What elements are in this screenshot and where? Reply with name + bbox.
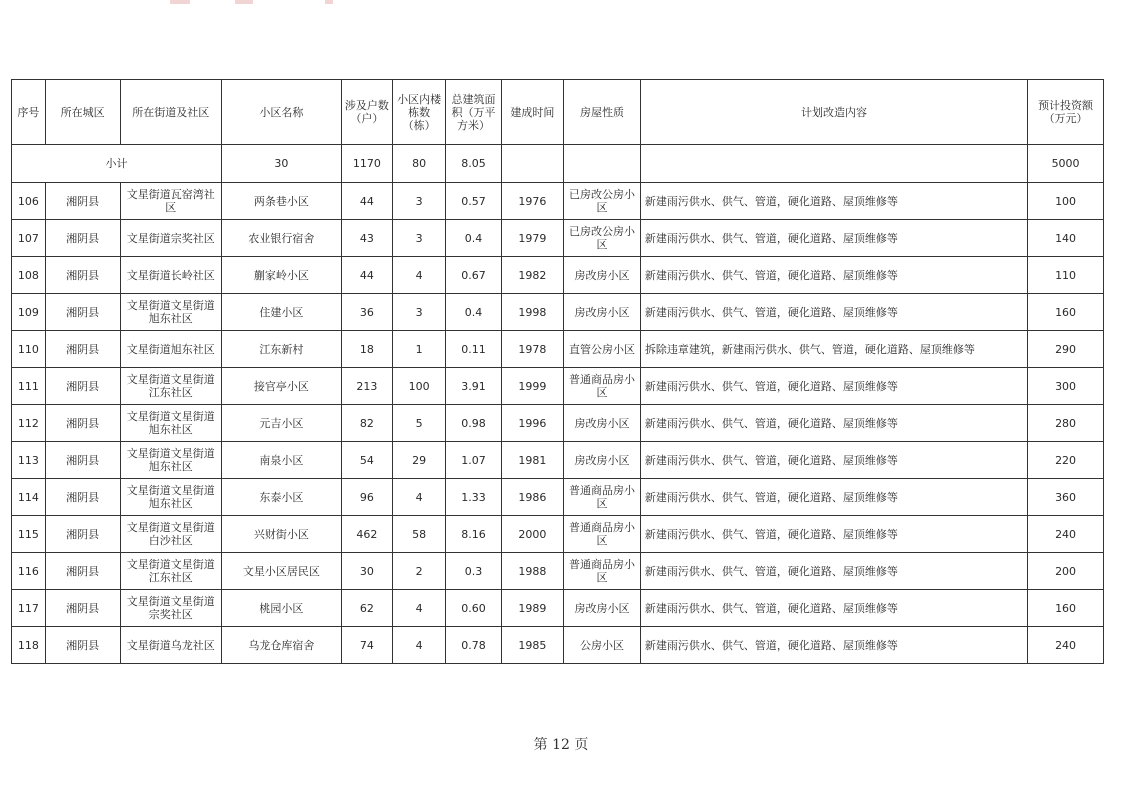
header-households: 涉及户数（户） <box>341 80 392 145</box>
cell-nature: 房改房小区 <box>564 294 641 331</box>
cell-community-name: 两条巷小区 <box>221 183 341 220</box>
table-row <box>12 479 1104 516</box>
cell-investment: 240 <box>1028 627 1104 664</box>
cell-seq: 114 <box>12 479 46 516</box>
cell-buildings: 4 <box>393 479 446 516</box>
cell-seq: 118 <box>12 627 46 664</box>
cell-buildings: 3 <box>393 294 446 331</box>
cell-street: 文星街道文星街道宗奖社区 <box>120 590 221 627</box>
cell-street: 文星街道文星街道旭东社区 <box>120 442 221 479</box>
cell-county: 湘阴县 <box>45 405 120 442</box>
cell-community-name: 蒯家岭小区 <box>221 257 341 294</box>
cell-content: 新建雨污供水、供气、管道，硬化道路、屋顶维修等 <box>640 627 1027 664</box>
cell-buildings: 2 <box>393 553 446 590</box>
cell-seq: 115 <box>12 516 46 553</box>
cell-street: 文星街道长岭社区 <box>120 257 221 294</box>
cell-year: 1988 <box>501 553 563 590</box>
subtotal-label: 小计 <box>12 145 222 183</box>
cell-county: 湘阴县 <box>45 590 120 627</box>
table-row <box>12 331 1104 368</box>
cell-year: 1976 <box>501 183 563 220</box>
cell-content: 新建雨污供水、供气、管道，硬化道路、屋顶维修等 <box>640 553 1027 590</box>
scan-artifact <box>170 0 190 4</box>
cell-area: 1.07 <box>446 442 501 479</box>
cell-households: 462 <box>341 516 392 553</box>
cell-nature: 普通商品房小区 <box>564 368 641 405</box>
table-row <box>12 442 1104 479</box>
table-row <box>12 257 1104 294</box>
cell-households: 213 <box>341 368 392 405</box>
cell-households: 74 <box>341 627 392 664</box>
scan-artifact <box>325 0 333 4</box>
header-nature: 房屋性质 <box>564 80 641 145</box>
header-year: 建成时间 <box>501 80 563 145</box>
cell-seq: 112 <box>12 405 46 442</box>
cell-investment: 100 <box>1028 183 1104 220</box>
subtotal-content <box>640 145 1027 183</box>
cell-county: 湘阴县 <box>45 220 120 257</box>
cell-community-name: 住建小区 <box>221 294 341 331</box>
cell-households: 62 <box>341 590 392 627</box>
cell-area: 1.33 <box>446 479 501 516</box>
cell-households: 36 <box>341 294 392 331</box>
cell-year: 1998 <box>501 294 563 331</box>
cell-area: 0.11 <box>446 331 501 368</box>
cell-street: 文星街道文星街道旭东社区 <box>120 405 221 442</box>
cell-investment: 280 <box>1028 405 1104 442</box>
cell-buildings: 4 <box>393 627 446 664</box>
cell-content: 新建雨污供水、供气、管道，硬化道路、屋顶维修等 <box>640 368 1027 405</box>
cell-year: 1989 <box>501 590 563 627</box>
header-investment: 预计投资额（万元） <box>1028 80 1104 145</box>
cell-nature: 普通商品房小区 <box>564 553 641 590</box>
table-row <box>12 553 1104 590</box>
cell-year: 1982 <box>501 257 563 294</box>
cell-seq: 110 <box>12 331 46 368</box>
cell-nature: 普通商品房小区 <box>564 516 641 553</box>
cell-content: 新建雨污供水、供气、管道，硬化道路、屋顶维修等 <box>640 183 1027 220</box>
header-seq: 序号 <box>12 80 46 145</box>
table-row <box>12 627 1104 664</box>
cell-seq: 116 <box>12 553 46 590</box>
cell-households: 44 <box>341 183 392 220</box>
cell-area: 0.4 <box>446 220 501 257</box>
cell-community-name: 元吉小区 <box>221 405 341 442</box>
cell-households: 43 <box>341 220 392 257</box>
subtotal-area: 8.05 <box>446 145 501 183</box>
header-buildings: 小区内楼栋数（栋） <box>393 80 446 145</box>
renovation-table <box>11 79 1104 664</box>
cell-investment: 140 <box>1028 220 1104 257</box>
cell-investment: 360 <box>1028 479 1104 516</box>
cell-content: 新建雨污供水、供气、管道，硬化道路、屋顶维修等 <box>640 479 1027 516</box>
subtotal-row <box>12 145 1104 183</box>
cell-community-name: 东泰小区 <box>221 479 341 516</box>
page-number: 第 12 页 <box>533 737 589 753</box>
scan-artifact <box>235 0 253 4</box>
cell-area: 3.91 <box>446 368 501 405</box>
cell-investment: 200 <box>1028 553 1104 590</box>
cell-content: 新建雨污供水、供气、管道，硬化道路、屋顶维修等 <box>640 590 1027 627</box>
subtotal-households: 1170 <box>341 145 392 183</box>
cell-community-name: 南泉小区 <box>221 442 341 479</box>
cell-seq: 109 <box>12 294 46 331</box>
cell-seq: 113 <box>12 442 46 479</box>
cell-year: 1996 <box>501 405 563 442</box>
cell-content: 新建雨污供水、供气、管道，硬化道路、屋顶维修等 <box>640 442 1027 479</box>
cell-county: 湘阴县 <box>45 516 120 553</box>
cell-buildings: 3 <box>393 183 446 220</box>
header-street: 所在街道及社区 <box>120 80 221 145</box>
cell-households: 82 <box>341 405 392 442</box>
cell-buildings: 29 <box>393 442 446 479</box>
cell-seq: 107 <box>12 220 46 257</box>
cell-households: 96 <box>341 479 392 516</box>
cell-investment: 160 <box>1028 590 1104 627</box>
cell-buildings: 4 <box>393 590 446 627</box>
cell-households: 30 <box>341 553 392 590</box>
cell-area: 0.60 <box>446 590 501 627</box>
cell-investment: 240 <box>1028 516 1104 553</box>
subtotal-buildings: 80 <box>393 145 446 183</box>
cell-street: 文星街道旭东社区 <box>120 331 221 368</box>
cell-street: 文星街道文星街道旭东社区 <box>120 479 221 516</box>
subtotal-year <box>501 145 563 183</box>
table-row <box>12 368 1104 405</box>
cell-buildings: 1 <box>393 331 446 368</box>
table-row <box>12 590 1104 627</box>
cell-investment: 220 <box>1028 442 1104 479</box>
cell-year: 1978 <box>501 331 563 368</box>
cell-households: 18 <box>341 331 392 368</box>
table-row <box>12 294 1104 331</box>
cell-area: 0.78 <box>446 627 501 664</box>
cell-community-name: 乌龙仓库宿舍 <box>221 627 341 664</box>
cell-area: 0.67 <box>446 257 501 294</box>
header-area: 总建筑面积（万平方米） <box>446 80 501 145</box>
cell-content: 新建雨污供水、供气、管道，硬化道路、屋顶维修等 <box>640 405 1027 442</box>
cell-county: 湘阴县 <box>45 442 120 479</box>
cell-buildings: 3 <box>393 220 446 257</box>
cell-households: 44 <box>341 257 392 294</box>
cell-investment: 290 <box>1028 331 1104 368</box>
cell-nature: 房改房小区 <box>564 257 641 294</box>
cell-county: 湘阴县 <box>45 257 120 294</box>
cell-community-name: 江东新村 <box>221 331 341 368</box>
cell-community-name: 兴财街小区 <box>221 516 341 553</box>
cell-county: 湘阴县 <box>45 627 120 664</box>
cell-nature: 房改房小区 <box>564 442 641 479</box>
header-county: 所在城区 <box>45 80 120 145</box>
cell-investment: 300 <box>1028 368 1104 405</box>
cell-area: 0.57 <box>446 183 501 220</box>
subtotal-investment: 5000 <box>1028 145 1104 183</box>
cell-county: 湘阴县 <box>45 479 120 516</box>
cell-content: 新建雨污供水、供气、管道，硬化道路、屋顶维修等 <box>640 516 1027 553</box>
cell-investment: 160 <box>1028 294 1104 331</box>
cell-year: 1979 <box>501 220 563 257</box>
subtotal-communities: 30 <box>221 145 341 183</box>
cell-seq: 117 <box>12 590 46 627</box>
table-row <box>12 405 1104 442</box>
cell-seq: 106 <box>12 183 46 220</box>
cell-buildings: 5 <box>393 405 446 442</box>
cell-year: 1999 <box>501 368 563 405</box>
cell-area: 0.3 <box>446 553 501 590</box>
cell-year: 1986 <box>501 479 563 516</box>
cell-year: 2000 <box>501 516 563 553</box>
cell-county: 湘阴县 <box>45 368 120 405</box>
cell-content: 新建雨污供水、供气、管道，硬化道路、屋顶维修等 <box>640 257 1027 294</box>
cell-nature: 普通商品房小区 <box>564 479 641 516</box>
cell-community-name: 桃园小区 <box>221 590 341 627</box>
cell-content: 拆除违章建筑，新建雨污供水、供气、管道，硬化道路、屋顶维修等 <box>640 331 1027 368</box>
data-table <box>11 79 1104 664</box>
cell-seq: 108 <box>12 257 46 294</box>
table-row <box>12 516 1104 553</box>
cell-area: 0.4 <box>446 294 501 331</box>
cell-community-name: 接官亭小区 <box>221 368 341 405</box>
cell-county: 湘阴县 <box>45 331 120 368</box>
cell-county: 湘阴县 <box>45 294 120 331</box>
cell-street: 文星街道文星街道江东社区 <box>120 553 221 590</box>
cell-seq: 111 <box>12 368 46 405</box>
table-row <box>12 183 1104 220</box>
cell-street: 文星街道瓦窑湾社区 <box>120 183 221 220</box>
cell-street: 文星街道宗奖社区 <box>120 220 221 257</box>
cell-street: 文星街道文星街道白沙社区 <box>120 516 221 553</box>
header-content: 计划改造内容 <box>640 80 1027 145</box>
subtotal-nature <box>564 145 641 183</box>
cell-county: 湘阴县 <box>45 183 120 220</box>
cell-buildings: 4 <box>393 257 446 294</box>
cell-year: 1985 <box>501 627 563 664</box>
cell-community-name: 文星小区居民区 <box>221 553 341 590</box>
cell-nature: 直管公房小区 <box>564 331 641 368</box>
cell-street: 文星街道文星街道旭东社区 <box>120 294 221 331</box>
cell-households: 54 <box>341 442 392 479</box>
cell-buildings: 100 <box>393 368 446 405</box>
cell-nature: 房改房小区 <box>564 590 641 627</box>
cell-nature: 已房改公房小区 <box>564 183 641 220</box>
header-row <box>12 80 1104 145</box>
cell-buildings: 58 <box>393 516 446 553</box>
cell-street: 文星街道乌龙社区 <box>120 627 221 664</box>
cell-investment: 110 <box>1028 257 1104 294</box>
header-name: 小区名称 <box>221 80 341 145</box>
cell-street: 文星街道文星街道江东社区 <box>120 368 221 405</box>
cell-area: 8.16 <box>446 516 501 553</box>
cell-nature: 公房小区 <box>564 627 641 664</box>
cell-county: 湘阴县 <box>45 553 120 590</box>
cell-content: 新建雨污供水、供气、管道，硬化道路、屋顶维修等 <box>640 220 1027 257</box>
table-row <box>12 220 1104 257</box>
cell-nature: 房改房小区 <box>564 405 641 442</box>
cell-content: 新建雨污供水、供气、管道，硬化道路、屋顶维修等 <box>640 294 1027 331</box>
cell-year: 1981 <box>501 442 563 479</box>
cell-area: 0.98 <box>446 405 501 442</box>
cell-nature: 已房改公房小区 <box>564 220 641 257</box>
cell-community-name: 农业银行宿舍 <box>221 220 341 257</box>
